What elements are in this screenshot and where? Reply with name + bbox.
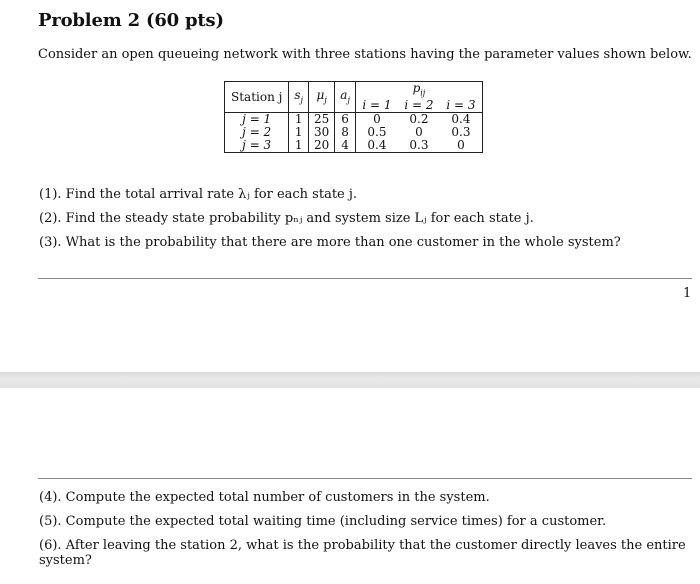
page-number: 1 — [683, 286, 692, 301]
cell-p1: 0.4 — [355, 139, 398, 153]
cell-s: 1 — [289, 126, 309, 139]
cell-s: 1 — [289, 113, 309, 127]
cell-p3: 0.3 — [451, 125, 471, 140]
table-row — [225, 139, 483, 153]
cell-a: 8 — [335, 126, 356, 139]
cell-station: j = 3 — [242, 138, 272, 153]
cell-p3: 0 — [457, 138, 465, 153]
cell-p3: 0.4 — [440, 113, 483, 127]
page-1-footer-rule — [38, 278, 692, 279]
header-station: Station j — [231, 89, 283, 104]
cell-station: j = 1 — [225, 113, 289, 127]
cell-p1: 0.5 — [355, 126, 398, 139]
header-mu: $\mu_j$ — [309, 82, 335, 113]
header-i1: i = 1 — [362, 98, 392, 113]
table-header-row — [225, 82, 483, 113]
cell-mu: 30 — [309, 126, 335, 139]
cell-p2: 0.2 — [398, 113, 440, 127]
parameter-table — [224, 81, 483, 153]
question-5: (5). Compute the expected total waiting time (including service times) for a customer. — [39, 514, 607, 529]
cell-mu: 20 — [309, 139, 335, 153]
cell-a: 4 — [335, 139, 356, 153]
question-1: (1). Find the total arrival rate λⱼ for each state j. — [39, 187, 358, 202]
cell-s: 1 — [289, 139, 309, 153]
question-3: (3). What is the probability that there are more than one customer in the whole system? — [39, 235, 621, 250]
header-a: $a_j$ — [335, 82, 356, 113]
header-i2: i = 2 — [404, 98, 434, 113]
problem-intro: Consider an open queueing network with three stations having the parameter values shown below. — [38, 47, 692, 62]
problem-title: Problem 2 (60 pts) — [38, 10, 224, 31]
question-4: (4). Compute the expected total number of customers in the system. — [39, 490, 490, 505]
header-pij: $p_{ij}$ i = 1 i = 2 i = 3 — [355, 82, 482, 113]
page-separator — [0, 372, 700, 388]
cell-station: j = 2 — [242, 125, 272, 140]
question-2: (2). Find the steady state probability pₙⱼ and system size Lⱼ for each state j. — [39, 211, 534, 226]
cell-a: 6 — [335, 113, 356, 127]
cell-p2: 0 — [415, 125, 423, 140]
header-i3: i = 3 — [446, 98, 476, 113]
table-row — [225, 113, 483, 127]
header-s: $s_j$ — [289, 82, 309, 113]
cell-p2: 0.3 — [409, 138, 429, 153]
question-6: (6). After leaving the station 2, what is the probability that the customer directly leaves the entire system? — [39, 538, 686, 568]
cell-p1: 0 — [355, 113, 398, 127]
cell-mu: 25 — [309, 113, 335, 127]
page-2-header-rule — [38, 478, 692, 479]
